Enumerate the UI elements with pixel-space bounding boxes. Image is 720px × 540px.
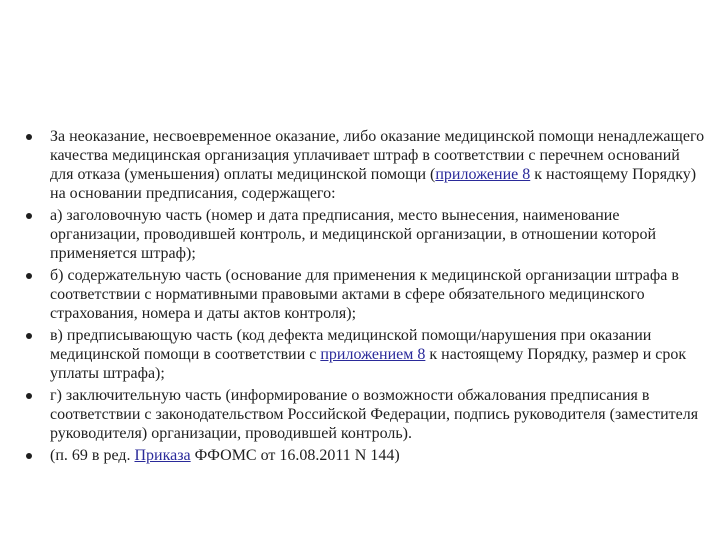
bullet-icon	[26, 333, 32, 339]
text-fragment: г) заключительную часть (информирование о возможности обжалования предписания в соответствии с законодательством Российской Федерации, подпись руководителя (заместителя руководителя) организации, проводившей контроль).	[50, 387, 699, 442]
list-item-text	[50, 387, 698, 442]
text-fragment: б) содержательную часть (основание для применения к медицинской организации штрафа в соответствии с нормативными правовыми актами в сфере обязательного медицинского страхования, номера и даты актов контроля);	[50, 267, 679, 322]
text-fragment: в) предписывающую часть (код дефекта медицинской помощи/нарушения при оказании медицинской помощи в соответствии с	[50, 327, 652, 363]
list-item	[26, 386, 706, 443]
text-fragment: (п. 69 в ред.	[50, 447, 135, 464]
list-item-text	[50, 447, 400, 464]
document-link[interactable]: Приказа	[134, 447, 191, 464]
list-item-text	[50, 267, 679, 322]
text-fragment: ФФОМС от 16.08.2011 N 144)	[190, 447, 400, 464]
bullet-icon	[26, 213, 32, 219]
list-item-text	[50, 128, 704, 202]
bullet-icon	[26, 134, 32, 140]
list-item	[26, 127, 706, 203]
list-item	[26, 206, 706, 263]
text-fragment: а) заголовочную часть (номер и дата предписания, место вынесения, наименование организации, проводившей контроль, и медицинской организации, в отношении которой применяется штраф);	[50, 207, 657, 262]
text-fragment: За неоказание, несвоевременное оказание, либо оказание медицинской помощи ненадлежащего качества медицинская организация уплачивает штраф в соответствии с перечнем оснований для отказа (уменьшения) оплаты медицинской помощи (	[50, 128, 705, 183]
bullet-icon	[26, 393, 32, 399]
bullet-icon	[26, 273, 32, 279]
bullet-icon	[26, 453, 32, 459]
list-item-text	[50, 207, 656, 262]
bullet-list	[26, 127, 706, 468]
list-item-text	[50, 327, 686, 382]
list-item	[26, 266, 706, 323]
list-item	[26, 326, 706, 383]
document-link[interactable]: приложение 8	[435, 166, 531, 183]
text-fragment: к настоящему Порядку) на основании предписания, содержащего:	[50, 166, 697, 202]
list-item	[26, 446, 706, 465]
document-link[interactable]: приложением 8	[320, 346, 426, 363]
text-fragment: к настоящему Порядку, размер и срок уплаты штрафа);	[50, 346, 687, 382]
